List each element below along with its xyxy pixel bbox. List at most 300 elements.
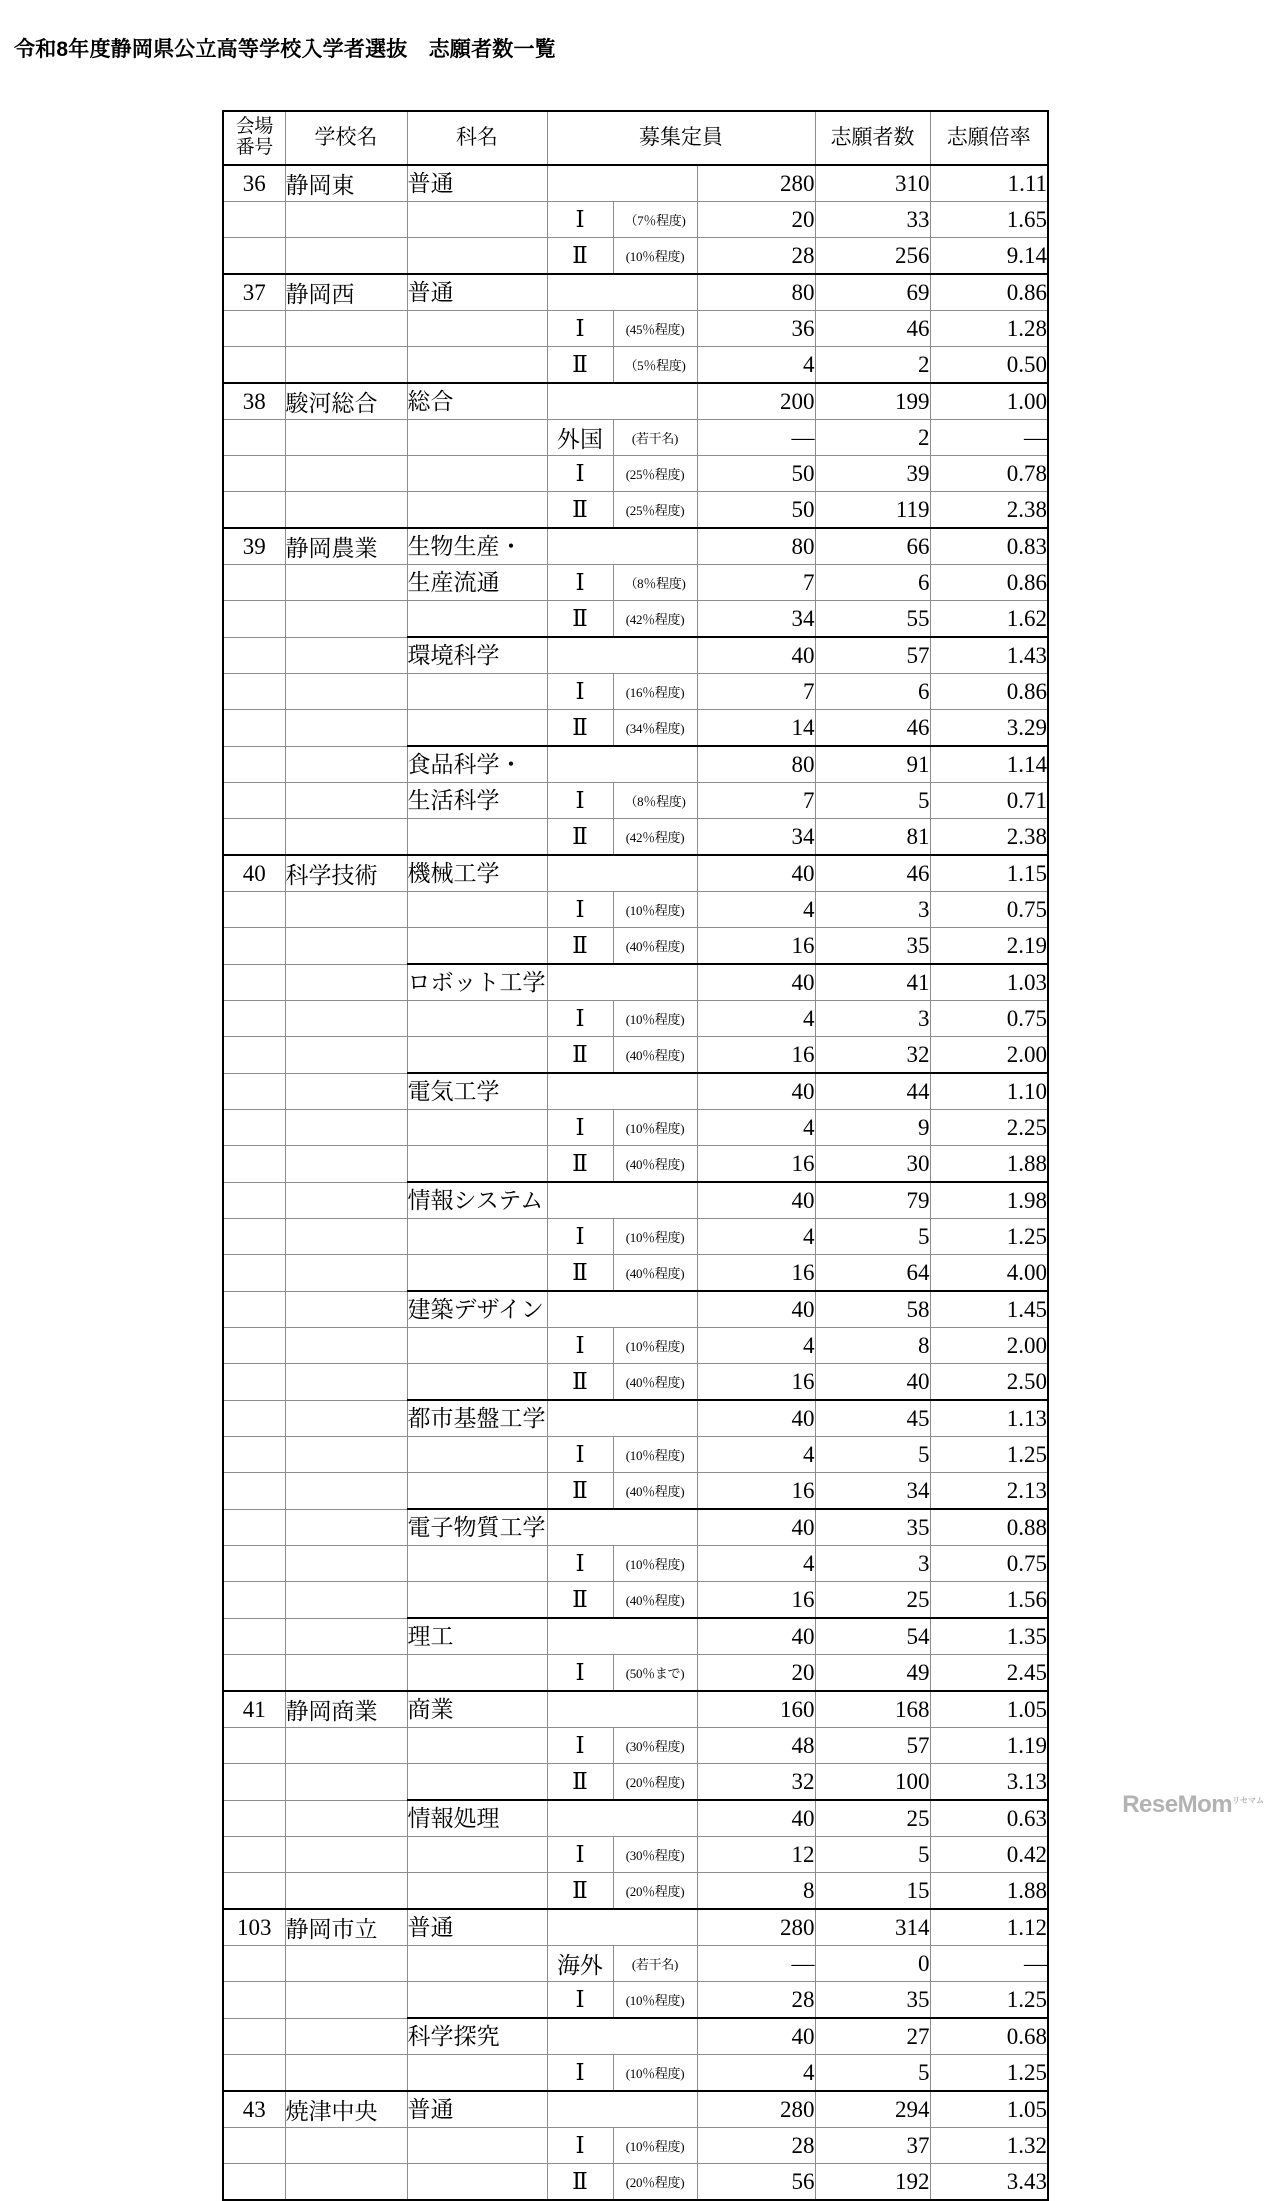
cell-quota-subcategory-percent: (10％程度) [613, 1001, 697, 1037]
cell-applicants-value: 199 [815, 383, 930, 420]
cell-quota-value: 4 [697, 1437, 815, 1473]
cell-venue-number [223, 1873, 285, 1910]
cell-ratio-value: 2.00 [930, 1328, 1048, 1364]
cell-department-name [407, 311, 547, 347]
table-row [223, 2055, 1048, 2092]
cell-venue-number [223, 1364, 285, 1401]
cell-school-name [285, 238, 407, 275]
cell-venue-number: 37 [223, 274, 285, 311]
column-header-school-name: 学校名 [285, 111, 407, 165]
cell-applicants-value: 3 [815, 892, 930, 928]
cell-venue-number [223, 1800, 285, 1837]
cell-quota-subcategory-label: Ⅰ [547, 202, 613, 238]
cell-venue-number [223, 1182, 285, 1219]
cell-venue-number [223, 1582, 285, 1619]
cell-department-name [407, 1037, 547, 1074]
cell-applicants-value: 37 [815, 2128, 930, 2164]
table-row [223, 165, 1048, 202]
table-row [223, 274, 1048, 311]
cell-quota-subcategory-blank [547, 1909, 697, 1946]
cell-venue-number [223, 1037, 285, 1074]
column-header-venue-number [223, 111, 285, 165]
cell-quota-subcategory-percent: (30％程度) [613, 1728, 697, 1764]
cell-applicants-value: 5 [815, 2055, 930, 2092]
cell-quota-value: 7 [697, 674, 815, 710]
cell-department-name [407, 674, 547, 710]
cell-quota-subcategory-blank [547, 383, 697, 420]
cell-ratio-value: 1.56 [930, 1582, 1048, 1619]
cell-quota-value: ― [697, 420, 815, 456]
cell-department-name: 普通 [407, 2091, 547, 2128]
cell-school-name [285, 1328, 407, 1364]
cell-applicants-value: 5 [815, 1219, 930, 1255]
cell-school-name [285, 1837, 407, 1873]
cell-quota-subcategory-blank [547, 165, 697, 202]
table-row [223, 1873, 1048, 1910]
cell-applicants-value: 6 [815, 565, 930, 601]
table-row [223, 928, 1048, 965]
cell-quota-subcategory-percent: (若干名) [613, 1946, 697, 1982]
cell-ratio-value: ― [930, 420, 1048, 456]
cell-school-name [285, 892, 407, 928]
cell-quota-subcategory-percent: (42％程度) [613, 819, 697, 856]
cell-applicants-value: 6 [815, 674, 930, 710]
cell-ratio-value: 1.25 [930, 1982, 1048, 2019]
cell-department-name [407, 1764, 547, 1801]
cell-quota-subcategory-label: Ⅱ [547, 238, 613, 275]
cell-applicants-value: 64 [815, 1255, 930, 1292]
cell-quota-value: 50 [697, 492, 815, 529]
cell-school-name [285, 710, 407, 747]
cell-quota-subcategory-label: Ⅰ [547, 1110, 613, 1146]
table-row [223, 710, 1048, 747]
cell-venue-number [223, 964, 285, 1001]
table-row [223, 311, 1048, 347]
cell-applicants-value: 5 [815, 1837, 930, 1873]
cell-quota-subcategory-percent: (10％程度) [613, 1437, 697, 1473]
cell-school-name [285, 1182, 407, 1219]
cell-school-name [285, 1982, 407, 2019]
cell-applicants-value: 35 [815, 1509, 930, 1546]
cell-ratio-value: 1.45 [930, 1291, 1048, 1328]
cell-ratio-value: 0.75 [930, 1001, 1048, 1037]
table-row [223, 1073, 1048, 1110]
cell-quota-subcategory-blank [547, 1618, 697, 1655]
cell-venue-number [223, 1655, 285, 1692]
cell-department-name [407, 892, 547, 928]
table-row [223, 1037, 1048, 1074]
cell-venue-number [223, 1982, 285, 2019]
cell-quota-subcategory-blank [547, 1073, 697, 1110]
table-body [223, 165, 1048, 2200]
cell-venue-number [223, 1328, 285, 1364]
cell-ratio-value: 0.83 [930, 528, 1048, 565]
cell-applicants-value: 0 [815, 1946, 930, 1982]
table-row [223, 528, 1048, 565]
cell-applicants-value: 25 [815, 1582, 930, 1619]
cell-school-name [285, 2055, 407, 2092]
cell-ratio-value: 3.13 [930, 1764, 1048, 1801]
cell-quota-subcategory-label: Ⅱ [547, 710, 613, 747]
cell-ratio-value: 0.63 [930, 1800, 1048, 1837]
cell-quota-subcategory-label: Ⅱ [547, 1037, 613, 1074]
table-row [223, 1582, 1048, 1619]
cell-ratio-value: 1.62 [930, 601, 1048, 638]
cell-quota-subcategory-label: Ⅱ [547, 1764, 613, 1801]
cell-quota-subcategory-percent: (16％程度) [613, 674, 697, 710]
cell-quota-value: 40 [697, 1073, 815, 1110]
cell-department-name: 環境科学 [407, 637, 547, 674]
cell-department-name [407, 601, 547, 638]
cell-quota-value: 200 [697, 383, 815, 420]
cell-venue-number [223, 1837, 285, 1873]
cell-ratio-value: 1.05 [930, 1691, 1048, 1728]
cell-venue-number [223, 2055, 285, 2092]
cell-applicants-value: 9 [815, 1110, 930, 1146]
cell-quota-subcategory-label: Ⅰ [547, 565, 613, 601]
cell-quota-subcategory-label: Ⅱ [547, 1582, 613, 1619]
cell-applicants-value: 5 [815, 783, 930, 819]
cell-quota-subcategory-label: Ⅱ [547, 1873, 613, 1910]
cell-school-name [285, 1728, 407, 1764]
column-header-quota: 募集定員 [547, 111, 815, 165]
table-row [223, 819, 1048, 856]
cell-quota-value: 16 [697, 1364, 815, 1401]
cell-ratio-value: 0.42 [930, 1837, 1048, 1873]
cell-department-name: 生物生産・ [407, 528, 547, 565]
cell-quota-subcategory-blank [547, 528, 697, 565]
cell-venue-number [223, 1764, 285, 1801]
cell-school-name [285, 1473, 407, 1510]
cell-quota-subcategory-percent: (20％程度) [613, 1873, 697, 1910]
table-row [223, 1364, 1048, 1401]
table-row [223, 347, 1048, 384]
cell-venue-number [223, 492, 285, 529]
cell-school-name [285, 819, 407, 856]
cell-school-name [285, 1618, 407, 1655]
cell-ratio-value: 0.78 [930, 456, 1048, 492]
cell-venue-number [223, 601, 285, 638]
table-row [223, 601, 1048, 638]
table-row [223, 783, 1048, 819]
cell-ratio-value: 1.19 [930, 1728, 1048, 1764]
cell-quota-subcategory-label: Ⅱ [547, 819, 613, 856]
cell-quota-value: 4 [697, 347, 815, 384]
cell-venue-number: 41 [223, 1691, 285, 1728]
cell-department-name: 科学探究 [407, 2018, 547, 2055]
cell-department-name [407, 238, 547, 275]
cell-department-name [407, 1546, 547, 1582]
cell-quota-value: 40 [697, 1291, 815, 1328]
cell-quota-subcategory-label: Ⅱ [547, 347, 613, 384]
cell-venue-number [223, 1001, 285, 1037]
cell-quota-subcategory-percent: (40％程度) [613, 928, 697, 965]
cell-school-name [285, 1764, 407, 1801]
cell-venue-number [223, 1618, 285, 1655]
cell-quota-subcategory-percent: (10％程度) [613, 1546, 697, 1582]
cell-school-name [285, 456, 407, 492]
cell-quota-subcategory-blank [547, 1509, 697, 1546]
cell-applicants-value: 49 [815, 1655, 930, 1692]
cell-applicants-value: 44 [815, 1073, 930, 1110]
cell-department-name [407, 347, 547, 384]
cell-department-name [407, 2164, 547, 2201]
cell-school-name [285, 1364, 407, 1401]
cell-ratio-value: 2.00 [930, 1037, 1048, 1074]
cell-ratio-value: 1.12 [930, 1909, 1048, 1946]
cell-quota-value: 16 [697, 1146, 815, 1183]
table-row [223, 2091, 1048, 2128]
cell-quota-value: 40 [697, 1182, 815, 1219]
venue-header-line2: 番号 [235, 137, 273, 158]
cell-school-name [285, 1946, 407, 1982]
cell-applicants-value: 192 [815, 2164, 930, 2201]
cell-school-name: 静岡東 [285, 165, 407, 202]
table-row [223, 456, 1048, 492]
cell-venue-number [223, 1073, 285, 1110]
table-row [223, 238, 1048, 275]
cell-quota-subcategory-blank [547, 1182, 697, 1219]
cell-quota-subcategory-label: Ⅰ [547, 674, 613, 710]
table-row [223, 383, 1048, 420]
table-row [223, 1728, 1048, 1764]
cell-quota-subcategory-label: Ⅰ [547, 1328, 613, 1364]
cell-quota-value: 36 [697, 311, 815, 347]
column-header-department-name: 科名 [407, 111, 547, 165]
cell-applicants-value: 45 [815, 1400, 930, 1437]
table-row [223, 1546, 1048, 1582]
cell-quota-subcategory-label: Ⅰ [547, 456, 613, 492]
cell-department-name: 普通 [407, 1909, 547, 1946]
table-row [223, 1400, 1048, 1437]
table-row [223, 1110, 1048, 1146]
cell-department-name: 食品科学・ [407, 746, 547, 783]
column-header-applicants: 志願者数 [815, 111, 930, 165]
cell-applicants-value: 91 [815, 746, 930, 783]
table-row [223, 637, 1048, 674]
cell-quota-subcategory-percent: (10％程度) [613, 1110, 697, 1146]
cell-ratio-value: 1.05 [930, 2091, 1048, 2128]
cell-applicants-value: 2 [815, 347, 930, 384]
cell-applicants-value: 119 [815, 492, 930, 529]
cell-venue-number [223, 1146, 285, 1183]
cell-department-name [407, 1255, 547, 1292]
cell-ratio-value: 1.10 [930, 1073, 1048, 1110]
cell-department-name [407, 2055, 547, 2092]
cell-ratio-value: 2.50 [930, 1364, 1048, 1401]
cell-venue-number [223, 746, 285, 783]
cell-quota-subcategory-label: Ⅰ [547, 1655, 613, 1692]
table-row [223, 1655, 1048, 1692]
cell-quota-subcategory-percent: (42％程度) [613, 601, 697, 638]
cell-ratio-value: 0.68 [930, 2018, 1048, 2055]
cell-quota-subcategory-label: Ⅰ [547, 311, 613, 347]
cell-ratio-value: 1.14 [930, 746, 1048, 783]
cell-quota-value: 40 [697, 964, 815, 1001]
table-row [223, 1328, 1048, 1364]
cell-quota-subcategory-percent: (25％程度) [613, 492, 697, 529]
cell-quota-subcategory-percent: (40％程度) [613, 1364, 697, 1401]
cell-ratio-value: 1.00 [930, 383, 1048, 420]
cell-quota-value: 34 [697, 819, 815, 856]
cell-school-name: 静岡農業 [285, 528, 407, 565]
cell-quota-value: 12 [697, 1837, 815, 1873]
cell-school-name [285, 1546, 407, 1582]
cell-quota-subcategory-percent: （8％程度) [613, 783, 697, 819]
cell-quota-subcategory-label: Ⅱ [547, 492, 613, 529]
cell-applicants-value: 3 [815, 1546, 930, 1582]
cell-ratio-value: 0.75 [930, 892, 1048, 928]
cell-quota-value: 28 [697, 1982, 815, 2019]
column-header-ratio: 志願倍率 [930, 111, 1048, 165]
cell-quota-subcategory-label: Ⅰ [547, 2128, 613, 2164]
cell-department-name: 機械工学 [407, 855, 547, 892]
cell-venue-number [223, 1219, 285, 1255]
cell-ratio-value: 1.25 [930, 1219, 1048, 1255]
cell-quota-value: 280 [697, 165, 815, 202]
cell-ratio-value: 2.19 [930, 928, 1048, 965]
table-row [223, 1255, 1048, 1292]
cell-venue-number [223, 1473, 285, 1510]
cell-quota-value: 16 [697, 1255, 815, 1292]
table-row [223, 1437, 1048, 1473]
table-row [223, 492, 1048, 529]
cell-school-name: 静岡商業 [285, 1691, 407, 1728]
cell-quota-value: 8 [697, 1873, 815, 1910]
cell-quota-subcategory-blank [547, 274, 697, 311]
cell-applicants-value: 57 [815, 1728, 930, 1764]
cell-applicants-value: 15 [815, 1873, 930, 1910]
table-row [223, 855, 1048, 892]
cell-quota-subcategory-label: Ⅰ [547, 1982, 613, 2019]
cell-ratio-value: 0.75 [930, 1546, 1048, 1582]
cell-department-name [407, 492, 547, 529]
cell-department-name: 都市基盤工学 [407, 1400, 547, 1437]
cell-applicants-value: 100 [815, 1764, 930, 1801]
cell-school-name [285, 1873, 407, 1910]
cell-applicants-value: 39 [815, 456, 930, 492]
cell-school-name [285, 1146, 407, 1183]
cell-quota-subcategory-percent: (10％程度) [613, 238, 697, 275]
cell-quota-value: 160 [697, 1691, 815, 1728]
cell-venue-number [223, 1255, 285, 1292]
cell-school-name [285, 1001, 407, 1037]
cell-ratio-value: 1.88 [930, 1873, 1048, 1910]
table-row [223, 1001, 1048, 1037]
cell-venue-number: 39 [223, 528, 285, 565]
cell-ratio-value: 1.13 [930, 1400, 1048, 1437]
cell-venue-number [223, 420, 285, 456]
cell-department-name [407, 1837, 547, 1873]
cell-school-name [285, 601, 407, 638]
cell-quota-value: 56 [697, 2164, 815, 2201]
cell-department-name: 普通 [407, 274, 547, 311]
page-title: 令和8年度静岡県公立高等学校入学者選抜 志願者数一覧 [14, 38, 556, 61]
table-row [223, 420, 1048, 456]
cell-department-name [407, 1146, 547, 1183]
cell-quota-value: 280 [697, 1909, 815, 1946]
cell-venue-number [223, 1400, 285, 1437]
cell-applicants-value: 46 [815, 855, 930, 892]
cell-quota-subcategory-label: Ⅱ [547, 1364, 613, 1401]
cell-ratio-value: 9.14 [930, 238, 1048, 275]
cell-quota-value: 20 [697, 1655, 815, 1692]
cell-ratio-value: 2.45 [930, 1655, 1048, 1692]
cell-quota-subcategory-label: Ⅱ [547, 2164, 613, 2201]
cell-quota-subcategory-percent: (40％程度) [613, 1582, 697, 1619]
resemom-watermark [1122, 1791, 1264, 1819]
cell-quota-subcategory-percent: (10％程度) [613, 1982, 697, 2019]
cell-quota-subcategory-label: Ⅰ [547, 1437, 613, 1473]
cell-quota-value: 28 [697, 2128, 815, 2164]
table-row [223, 1473, 1048, 1510]
cell-school-name: 科学技術 [285, 855, 407, 892]
cell-quota-subcategory-label: 外国 [547, 420, 613, 456]
table-row [223, 2128, 1048, 2164]
cell-applicants-value: 46 [815, 710, 930, 747]
cell-department-name [407, 928, 547, 965]
cell-quota-value: 280 [697, 2091, 815, 2128]
cell-quota-value: 4 [697, 1546, 815, 1582]
cell-school-name [285, 565, 407, 601]
cell-quota-value: 16 [697, 1037, 815, 1074]
cell-venue-number [223, 202, 285, 238]
table-row [223, 1691, 1048, 1728]
cell-ratio-value: 0.88 [930, 1509, 1048, 1546]
cell-ratio-value: 3.43 [930, 2164, 1048, 2201]
cell-quota-subcategory-label: Ⅰ [547, 1219, 613, 1255]
cell-quota-subcategory-blank [547, 1800, 697, 1837]
cell-quota-subcategory-blank [547, 2018, 697, 2055]
cell-quota-value: 16 [697, 1473, 815, 1510]
cell-quota-value: 14 [697, 710, 815, 747]
cell-quota-value: 40 [697, 2018, 815, 2055]
cell-school-name [285, 420, 407, 456]
cell-school-name [285, 1800, 407, 1837]
cell-department-name [407, 1473, 547, 1510]
cell-quota-subcategory-label: Ⅰ [547, 1001, 613, 1037]
cell-applicants-value: 58 [815, 1291, 930, 1328]
cell-school-name: 静岡市立 [285, 1909, 407, 1946]
cell-venue-number: 43 [223, 2091, 285, 2128]
cell-quota-subcategory-percent: (50％まで) [613, 1655, 697, 1692]
table-row [223, 2018, 1048, 2055]
cell-venue-number: 103 [223, 1909, 285, 1946]
cell-quota-value: 48 [697, 1728, 815, 1764]
cell-applicants-value: 66 [815, 528, 930, 565]
cell-quota-subcategory-blank [547, 2091, 697, 2128]
cell-quota-subcategory-label: Ⅰ [547, 2055, 613, 2092]
cell-venue-number [223, 2164, 285, 2201]
cell-department-name [407, 1728, 547, 1764]
cell-department-name: ロボット工学 [407, 964, 547, 1001]
cell-quota-value: 4 [697, 1110, 815, 1146]
cell-ratio-value: 3.29 [930, 710, 1048, 747]
cell-applicants-value: 34 [815, 1473, 930, 1510]
cell-quota-subcategory-percent: (20％程度) [613, 2164, 697, 2201]
cell-applicants-value: 256 [815, 238, 930, 275]
cell-school-name: 静岡西 [285, 274, 407, 311]
cell-applicants-value: 314 [815, 1909, 930, 1946]
cell-venue-number [223, 311, 285, 347]
cell-quota-value: 4 [697, 1219, 815, 1255]
cell-quota-subcategory-percent: (40％程度) [613, 1146, 697, 1183]
cell-ratio-value: 1.28 [930, 311, 1048, 347]
cell-quota-value: 80 [697, 746, 815, 783]
cell-school-name [285, 1291, 407, 1328]
cell-department-name [407, 1001, 547, 1037]
table-row [223, 1909, 1048, 1946]
